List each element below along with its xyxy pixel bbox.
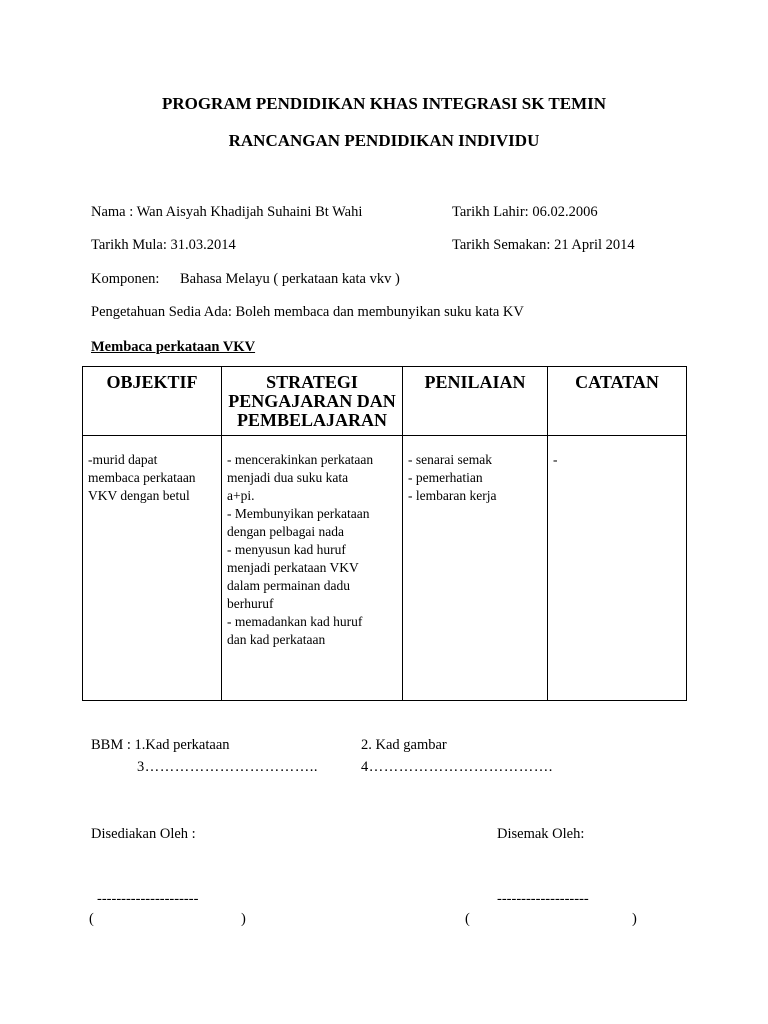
bbm-item-2: 2. Kad gambar xyxy=(361,737,447,753)
prepared-by-label: Disediakan Oleh : xyxy=(91,826,196,842)
header-catatan: CATATAN xyxy=(548,367,687,436)
document-title: PROGRAM PENDIDIKAN KHAS INTEGRASI SK TEMIN xyxy=(161,94,607,113)
table-header-row xyxy=(83,367,687,436)
student-name: Nama : Wan Aisyah Khadijah Suhaini Bt Wahi xyxy=(91,204,363,220)
document-subtitle: RANCANGAN PENDIDIKAN INDIVIDU xyxy=(228,131,540,150)
cell-objektif: -murid dapat membaca perkataan VKV dengan betul xyxy=(83,436,222,701)
review-date: Tarikh Semakan: 21 April 2014 xyxy=(452,237,635,253)
bbm-item-4: 4………………………………. xyxy=(361,759,553,775)
bbm-item-1: BBM : 1.Kad perkataan xyxy=(91,737,230,753)
prior-knowledge: Pengetahuan Sedia Ada: Boleh membaca dan membunyikan suku kata KV xyxy=(91,304,524,320)
reviewed-open-paren: ( xyxy=(465,911,470,927)
prepared-close-paren: ) xyxy=(241,911,246,927)
cell-catatan: - xyxy=(548,436,687,701)
birth-date: Tarikh Lahir: 06.02.2006 xyxy=(452,204,598,220)
prepared-signature-line: --------------------- xyxy=(97,891,199,907)
cell-strategi: - mencerakinkan perkataan menjadi dua suku kata a+pi. - Membunyikan perkataan dengan pelbagai nada - menyusun kad huruf menjadi perkataan VKV dalam permainan dadu berhuruf - memadankan kad huruf dan kad perkataan xyxy=(222,436,403,701)
bbm-item-3: 3…………………………….. xyxy=(137,759,318,775)
start-date: Tarikh Mula: 31.03.2014 xyxy=(91,237,236,253)
reviewed-signature-line: ------------------- xyxy=(497,891,589,907)
reviewed-by-label: Disemak Oleh: xyxy=(497,826,585,842)
component-label: Komponen: xyxy=(91,271,160,287)
section-heading: Membaca perkataan VKV xyxy=(91,339,256,355)
prepared-open-paren: ( xyxy=(89,911,94,927)
table-row xyxy=(83,436,687,701)
component-value: Bahasa Melayu ( perkataan kata vkv ) xyxy=(180,271,400,287)
header-penilaian: PENILAIAN xyxy=(403,367,548,436)
header-strategi: STRATEGI PENGAJARAN DAN PEMBELAJARAN xyxy=(222,367,403,436)
cell-penilaian: - senarai semak - pemerhatian - lembaran kerja xyxy=(403,436,548,701)
header-objektif: OBJEKTIF xyxy=(83,367,222,436)
reviewed-close-paren: ) xyxy=(632,911,637,927)
plan-table xyxy=(82,366,687,701)
